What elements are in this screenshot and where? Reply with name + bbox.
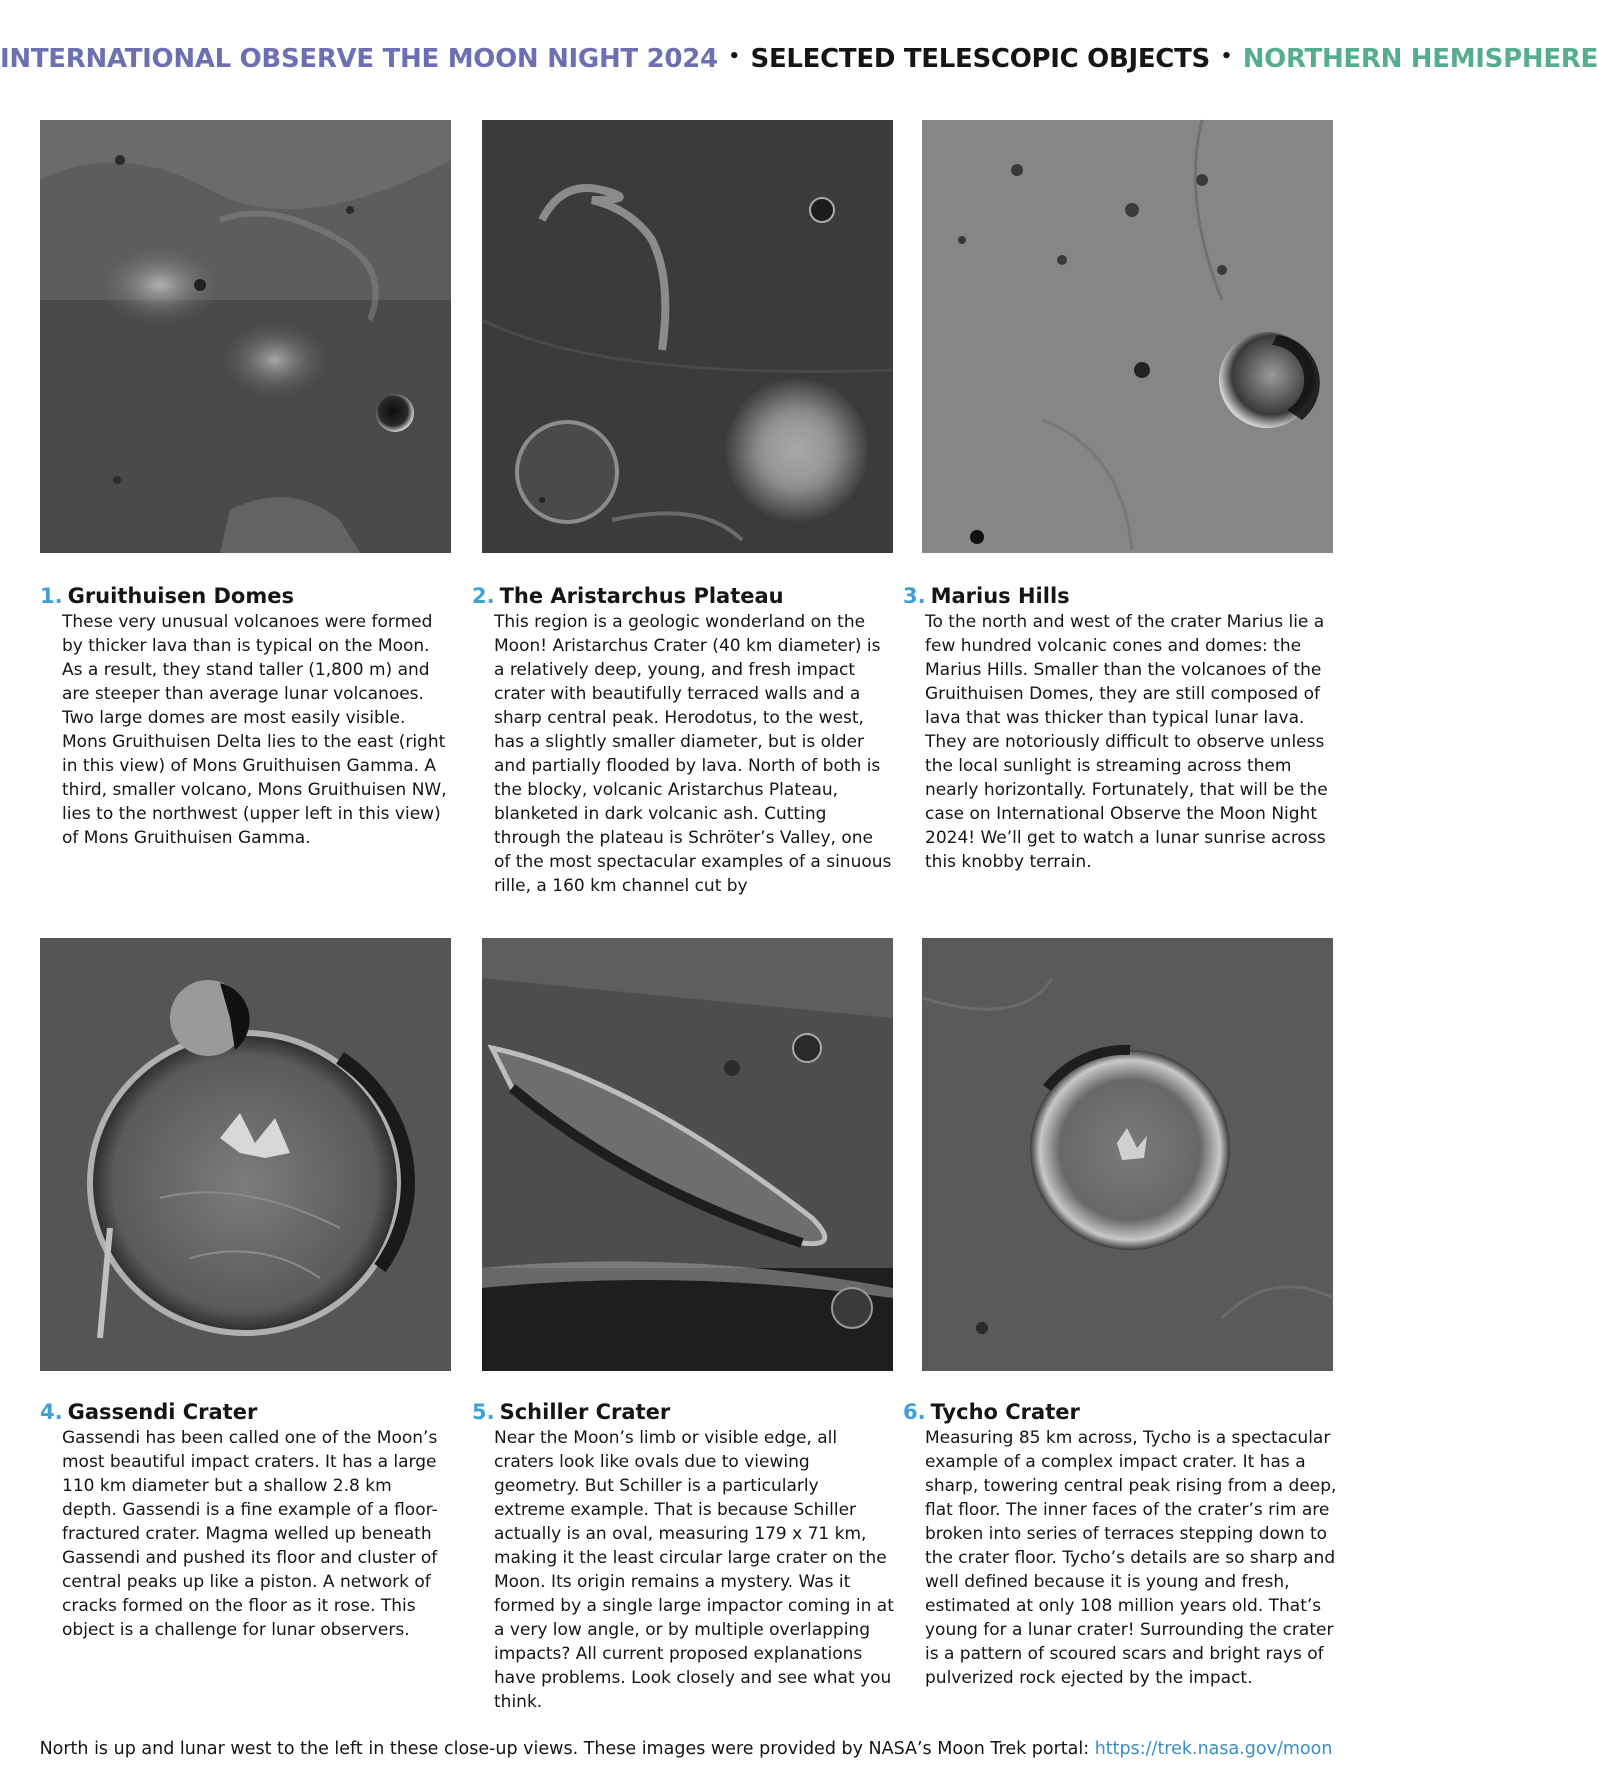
header-subtitle: SELECTED TELESCOPIC OBJECTS xyxy=(750,44,1210,74)
moon-aristarchus-plateau-photo xyxy=(482,120,893,553)
tycho-crater-image xyxy=(922,938,1333,1371)
moon-gassendi-crater-photo xyxy=(40,938,451,1371)
item-gassendi-crater xyxy=(40,1399,460,1642)
item-title-text: The Aristarchus Plateau xyxy=(499,584,784,608)
item-number: 4. xyxy=(40,1400,63,1424)
item-tycho-crater xyxy=(903,1399,1337,1690)
moon-marius-hills-photo xyxy=(922,120,1333,553)
gassendi-crater-image xyxy=(40,938,451,1371)
item-aristarchus-plateau xyxy=(472,583,892,898)
item-number: 2. xyxy=(472,584,495,608)
item-title-text: Marius Hills xyxy=(930,584,1070,608)
page-header xyxy=(0,44,1598,74)
moon-schiller-crater-photo xyxy=(482,938,893,1371)
item-description: Measuring 85 km across, Tycho is a spectacular example of a complex impact crater. It has a sharp, towering central peak rising from a deep, flat floor. The inner faces of the crater’s rim are broken into series of terraces stepping down to the crater floor. Tycho’s details are so sharp and well defined because it is young and fresh, estimated at only 108 million years old. That’s young for a lunar crater! Surrounding the crater is a pattern of scoured scars and bright rays of pulverized rock ejected by the impact. xyxy=(925,1428,1337,1688)
item-title-text: Tycho Crater xyxy=(930,1400,1080,1424)
gruithuisen-domes-image xyxy=(40,120,451,553)
footer-credit-text: North is up and lunar west to the left in these close-up views. These images were provided by NASA’s Moon Trek portal: xyxy=(39,1739,1095,1759)
header-event-title: INTERNATIONAL OBSERVE THE MOON NIGHT 2024 xyxy=(0,44,718,74)
moon-trek-link[interactable]: https://trek.nasa.gov/moon xyxy=(1094,1739,1333,1759)
header-separator-1: • xyxy=(728,46,740,67)
item-schiller-crater xyxy=(472,1399,892,1714)
item-marius-hills xyxy=(903,583,1328,874)
item-description: To the north and west of the crater Marius lie a few hundred volcanic cones and domes: the Marius Hills. Smaller than the volcanoes of the Gruithuisen Domes, they are still composed of lava that was thicker than typical lunar lava. They are notoriously difficult to observe unless the local sunlight is streaming across them nearly horizontally. Fortunately, that will be the case on International Observe the Moon Night 2024! We’ll get to watch a lunar sunrise across this knobby terrain. xyxy=(925,612,1328,872)
schiller-crater-image xyxy=(482,938,893,1371)
item-title xyxy=(472,1399,892,1425)
page-footer xyxy=(0,1739,1372,1759)
item-title xyxy=(472,583,892,609)
header-separator-2: • xyxy=(1220,46,1232,67)
moon-gruithuisen-domes-photo xyxy=(40,120,451,553)
item-number: 1. xyxy=(40,584,63,608)
item-description: These very unusual volcanoes were formed by thicker lava than is typical on the Moon. As a result, they stand taller (1,800 m) and are steeper than average lunar volcanoes. Two large domes are most easily visible. Mons Gruithuisen Delta lies to the east (right in this view) of Mons Gruithuisen Gamma. A third, smaller volcano, Mons Gruithuisen NW, lies to the northwest (upper left in this view) of Mons Gruithuisen Gamma. xyxy=(62,612,447,848)
item-number: 5. xyxy=(472,1400,495,1424)
aristarchus-plateau-image xyxy=(482,120,893,553)
item-description: Near the Moon’s limb or visible edge, all craters look like ovals due to viewing geometry. But Schiller is a particularly extreme example. That is because Schiller actually is an oval, measuring 179 x 71 km, making it the least circular large crater on the Moon. Its origin remains a mystery. Was it formed by a single large impactor coming in at a very low angle, or by multiple overlapping impacts? All current proposed explanations have problems. Look closely and see what you think. xyxy=(494,1428,894,1712)
item-gruithuisen-domes xyxy=(40,583,460,850)
item-number: 3. xyxy=(903,584,926,608)
item-number: 6. xyxy=(903,1400,926,1424)
item-title xyxy=(903,583,1323,609)
header-hemisphere: NORTHERN HEMISPHERE xyxy=(1242,44,1598,74)
item-title xyxy=(40,1399,460,1425)
item-title-text: Schiller Crater xyxy=(499,1400,671,1424)
moon-tycho-crater-photo xyxy=(922,938,1333,1371)
item-title-text: Gassendi Crater xyxy=(67,1400,258,1424)
marius-hills-image xyxy=(922,120,1333,553)
item-description: This region is a geologic wonderland on the Moon! Aristarchus Crater (40 km diameter) is a relatively deep, young, and fresh impact crater with beautifully terraced walls and a sharp central peak. Herodotus, to the west, has a slightly smaller diameter, but is older and partially flooded by lava. North of both is the blocky, volcanic Aristarchus Plateau, blanketed in dark volcanic ash. Cutting through the plateau is Schröter’s Valley, one of the most spectacular examples of a sinuous rille, a 160 km channel cut by xyxy=(494,612,892,896)
item-description: Gassendi has been called one of the Moon’s most beautiful impact craters. It has a large 110 km diameter but a shallow 2.8 km depth. Gassendi is a fine example of a floor-fractured crater. Magma welled up beneath Gassendi and pushed its floor and cluster of central peaks up like a piston. A network of cracks formed on the floor as it rose. This object is a challenge for lunar observers. xyxy=(62,1428,438,1640)
item-title-text: Gruithuisen Domes xyxy=(67,584,294,608)
item-title xyxy=(903,1399,1323,1425)
item-title xyxy=(40,583,460,609)
